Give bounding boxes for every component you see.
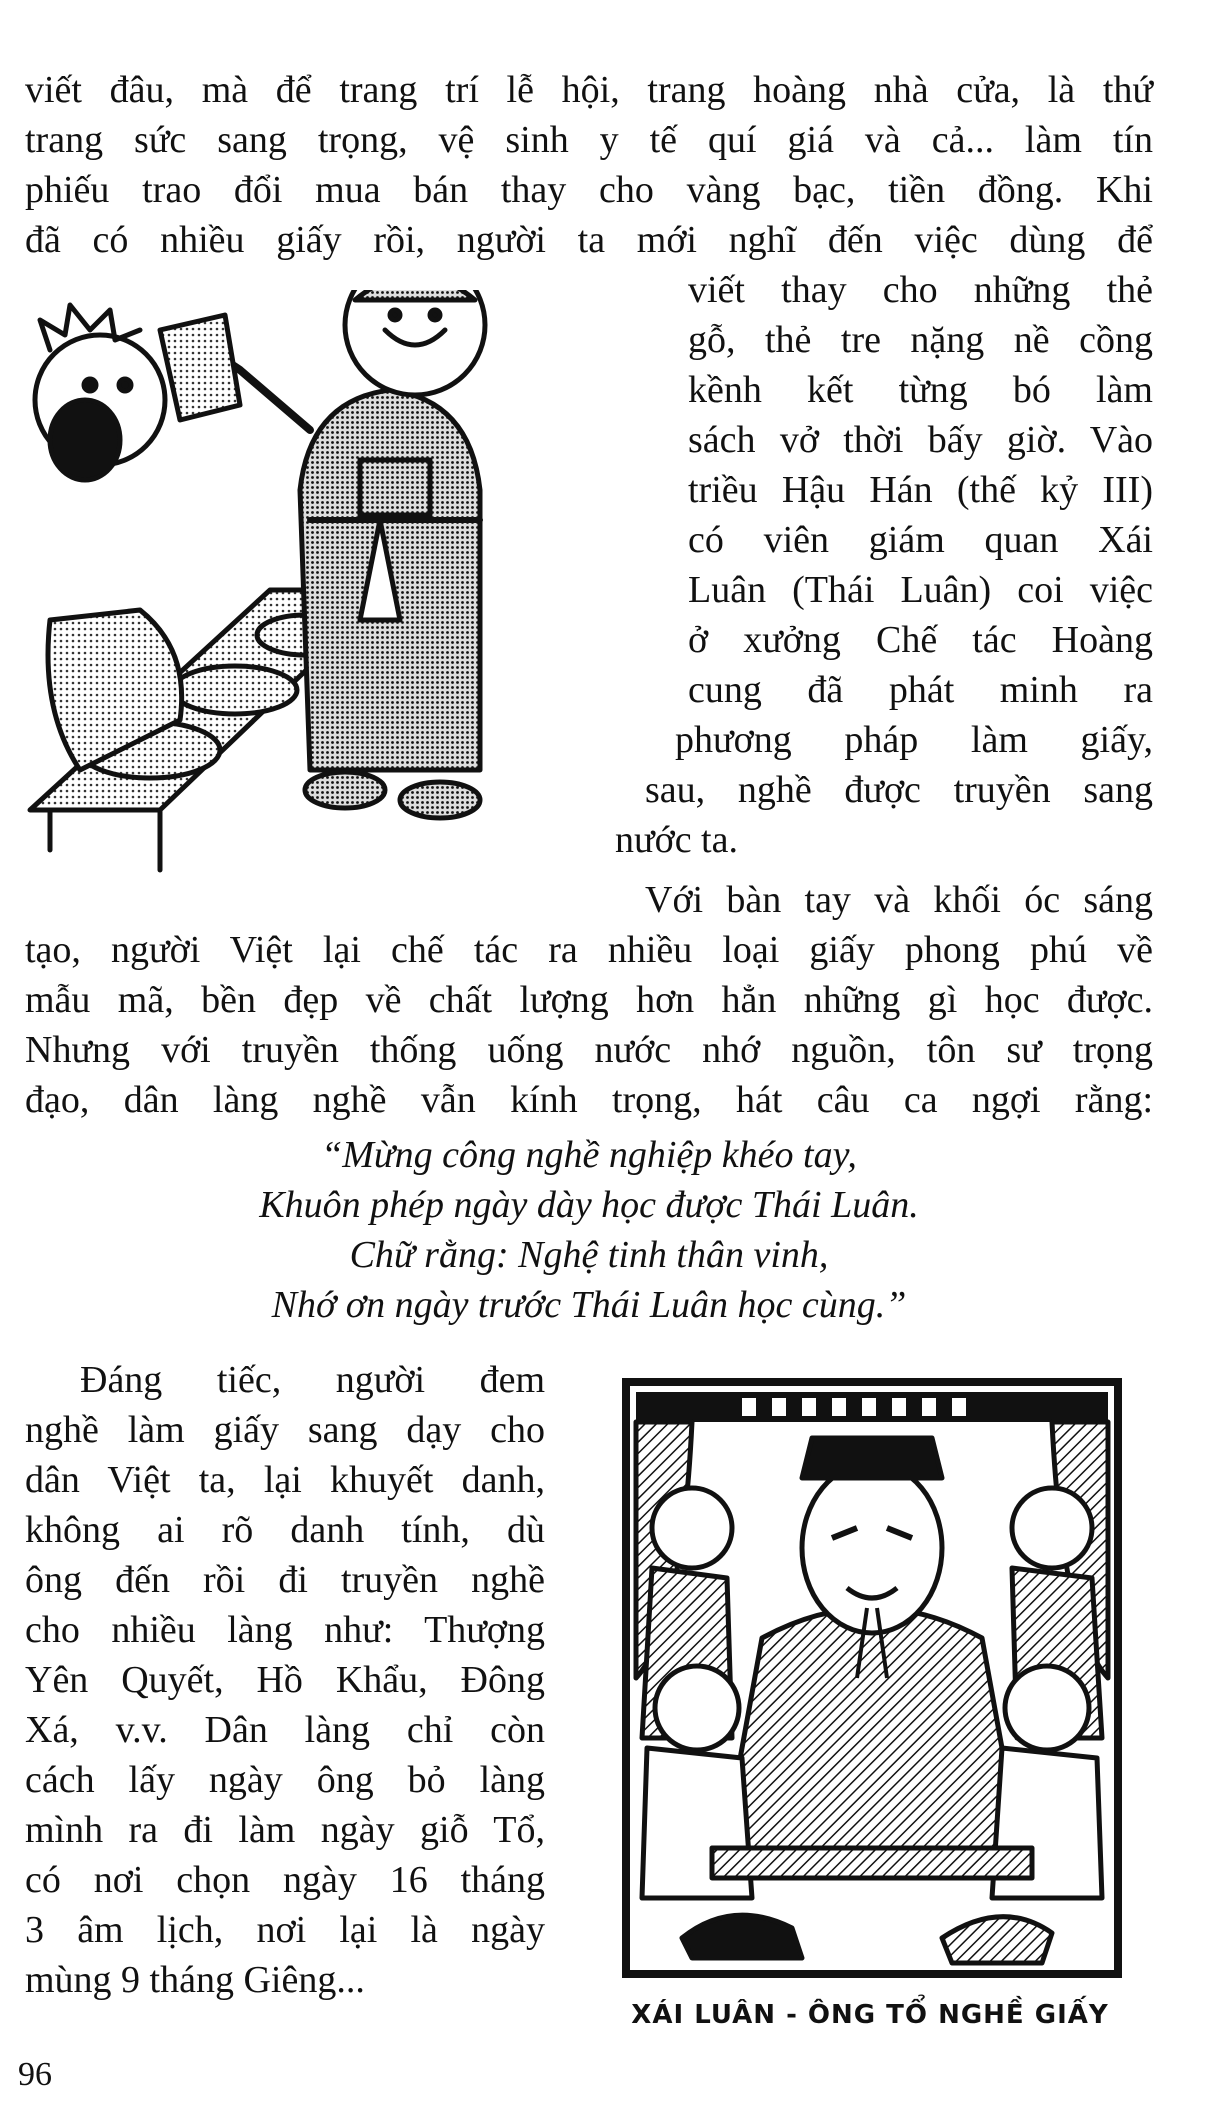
- xai-luan-woodcut-illustration: [622, 1378, 1122, 1978]
- page-number: 96: [18, 2056, 52, 2093]
- paragraph3-line: Xá, v.v. Dân làng chỉ còn: [25, 1709, 545, 1751]
- paragraph3-line: Đáng tiếc, người đem: [80, 1359, 545, 1401]
- paragraph1-line: kềnh kết từng bó làm: [688, 369, 1153, 411]
- paragraph2-line: mẫu mã, bền đẹp về chất lượng hơn hẳn những gì học được.: [25, 979, 1153, 1021]
- paragraph1-line: phiếu trao đổi mua bán thay cho vàng bạc, tiền đồng. Khi: [25, 169, 1153, 211]
- paragraph1-line: Luân (Thái Luân) coi việc: [688, 569, 1153, 611]
- paragraph3-line: cách lấy ngày ông bỏ làng: [25, 1759, 545, 1801]
- paragraph2-line: Với bàn tay và khối óc sáng: [645, 879, 1153, 921]
- paragraph3-line: Yên Quyết, Hồ Khẩu, Đông: [25, 1659, 545, 1701]
- paragraph2-line: đạo, dân làng nghề vẫn kính trọng, hát câu ca ngợi rằng:: [25, 1079, 1153, 1121]
- paragraph1-line: nước ta.: [615, 819, 738, 861]
- paragraph1-line: gỗ, thẻ tre nặng nề cồng: [688, 319, 1153, 361]
- paragraph1-line: viết đâu, mà để trang trí lễ hội, trang hoàng nhà cửa, là thứ: [25, 69, 1153, 111]
- paragraph1-line: trang sức sang trọng, vệ sinh y tế quí giá và cả... làm tín: [25, 119, 1153, 161]
- paragraph1-line: triều Hậu Hán (thế kỷ III): [688, 469, 1153, 511]
- paragraph1-line: cung đã phát minh ra: [688, 669, 1153, 711]
- paragraph1-line: sách vở thời bấy giờ. Vào: [688, 419, 1153, 461]
- verse-line: “Mừng công nghề nghiệp khéo tay,: [321, 1134, 857, 1176]
- paragraph3-line: mùng 9 tháng Giêng...: [25, 1959, 365, 2001]
- cartoon-paper-vendor-illustration: [10, 290, 650, 880]
- paragraph1-line: đã có nhiều giấy rồi, người ta mới nghĩ đến việc dùng để: [25, 219, 1153, 261]
- paragraph3-line: nghề làm giấy sang dạy cho: [25, 1409, 545, 1451]
- paragraph3-line: ông đến rồi đi truyền nghề: [25, 1559, 545, 1601]
- illustration-caption: XÁI LUÂN - ÔNG TỔ NGHỀ GIẤY: [631, 2000, 1109, 2030]
- paragraph1-line: phương pháp làm giấy,: [675, 719, 1153, 761]
- paragraph1-line: sau, nghề được truyền sang: [645, 769, 1153, 811]
- paragraph3-line: cho nhiều làng như: Thượng: [25, 1609, 545, 1651]
- paragraph2-line: tạo, người Việt lại chế tác ra nhiều loại giấy phong phú về: [25, 929, 1153, 971]
- paragraph2-line: Nhưng với truyền thống uống nước nhớ nguồn, tôn sư trọng: [25, 1029, 1153, 1071]
- paragraph3-line: không ai rõ danh tính, dù: [25, 1509, 545, 1551]
- paragraph1-line: viết thay cho những thẻ: [688, 269, 1153, 311]
- verse-line: Chữ rằng: Nghệ tinh thân vinh,: [349, 1234, 829, 1276]
- paragraph1-line: ở xưởng Chế tác Hoàng: [688, 619, 1153, 661]
- paragraph3-line: mình ra đi làm ngày giỗ Tổ,: [25, 1809, 545, 1851]
- verse-line: Khuôn phép ngày dày học được Thái Luân.: [259, 1184, 919, 1226]
- paragraph1-line: có viên giám quan Xái: [688, 519, 1153, 561]
- verse-line: Nhớ ơn ngày trước Thái Luân học cùng.”: [271, 1284, 907, 1326]
- paragraph3-line: có nơi chọn ngày 16 tháng: [25, 1859, 545, 1901]
- paragraph3-line: dân Việt ta, lại khuyết danh,: [25, 1459, 545, 1501]
- paragraph3-line: 3 âm lịch, nơi lại là ngày: [25, 1909, 545, 1951]
